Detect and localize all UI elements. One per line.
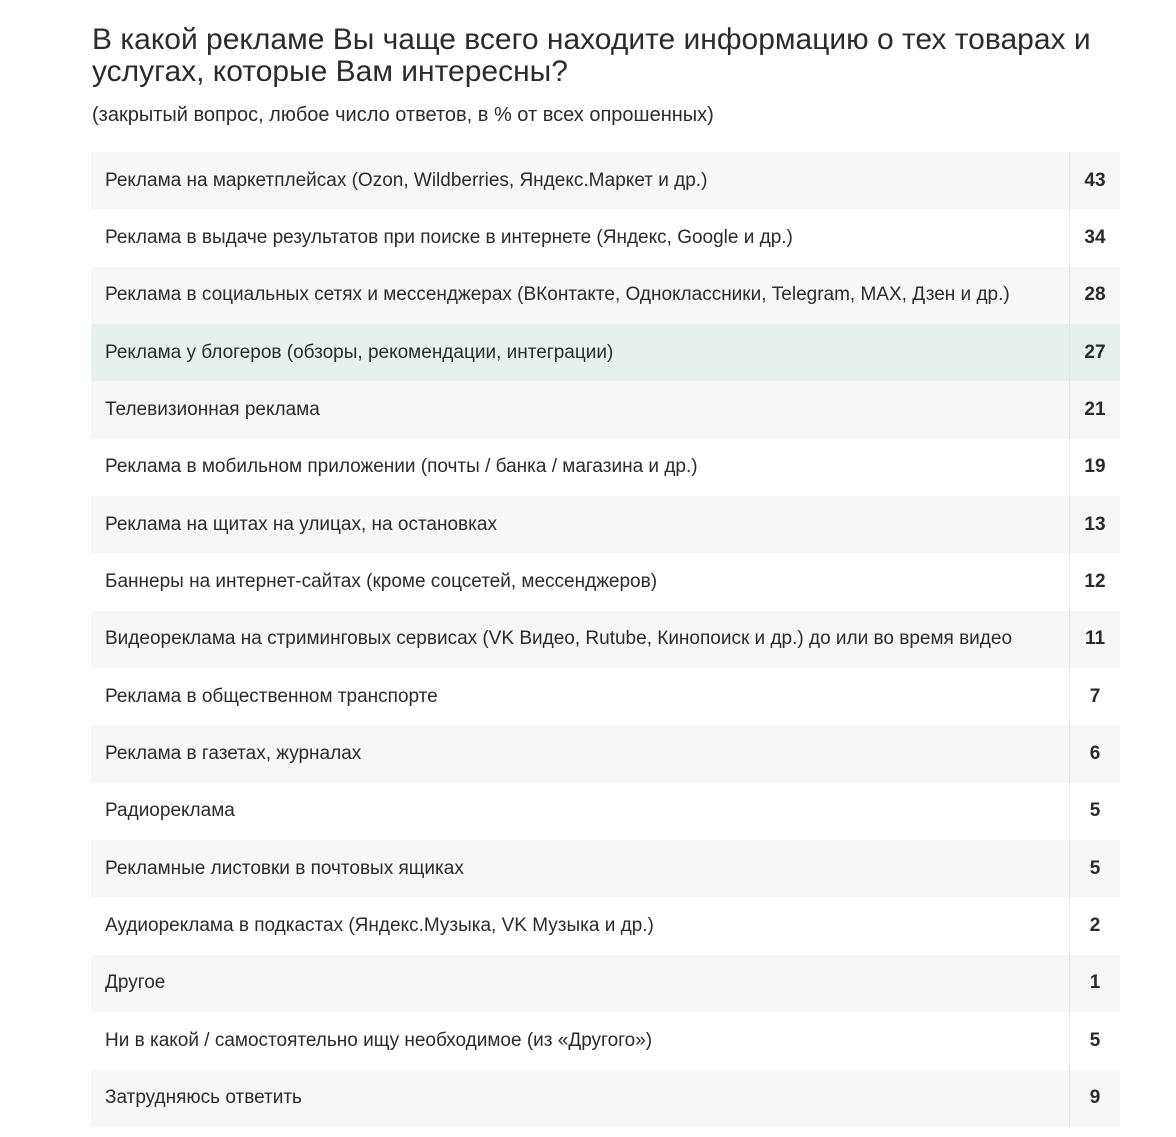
table-row — [91, 668, 1120, 725]
table-row — [91, 1012, 1120, 1069]
row-label: Аудиореклама в подкастах (Яндекс.Музыка, VK Музыка и др.) — [105, 915, 654, 937]
table-row — [91, 267, 1120, 324]
row-value: 1 — [1069, 955, 1120, 1012]
row-value: 7 — [1069, 668, 1120, 725]
row-label: Ни в какой / самостоятельно ищу необходимое (из «Другого») — [105, 1029, 653, 1051]
row-value: 43 — [1069, 152, 1120, 209]
row-value: 34 — [1069, 209, 1120, 266]
table-row — [91, 553, 1120, 610]
row-value: 2 — [1069, 897, 1120, 954]
table-row — [91, 840, 1120, 897]
row-label: Телевизионная реклама — [105, 399, 320, 421]
row-label: Реклама в социальных сетях и мессенджерах (ВКонтакте, Одноклассники, Telegram, MAX, Дзен и др.) — [105, 284, 1010, 306]
table-row — [91, 439, 1120, 496]
row-label: Реклама на маркетплейсах (Ozon, Wildberries, Яндекс.Маркет и др.) — [105, 169, 708, 191]
row-label: Другое — [105, 972, 166, 994]
table-row — [91, 381, 1120, 438]
results-table — [91, 152, 1120, 1127]
row-label: Реклама на щитах на улицах, на остановках — [105, 513, 497, 535]
table-row — [91, 783, 1120, 840]
row-label: Реклама в общественном транспорте — [105, 685, 438, 707]
row-label: Реклама в газетах, журналах — [105, 743, 362, 765]
row-value: 5 — [1069, 1012, 1120, 1069]
row-label: Реклама у блогеров (обзоры, рекомендации, интеграции) — [105, 341, 614, 363]
row-value: 28 — [1069, 267, 1120, 324]
table-row — [91, 897, 1120, 954]
page-subtitle: (закрытый вопрос, любое число ответов, в % от всех опрошенных) — [92, 104, 714, 126]
row-value: 13 — [1069, 496, 1120, 553]
table-row — [91, 1070, 1120, 1127]
row-value: 11 — [1069, 611, 1120, 668]
row-value: 5 — [1069, 840, 1120, 897]
row-label: Радиореклама — [105, 800, 235, 822]
row-value: 6 — [1069, 725, 1120, 782]
row-value: 5 — [1069, 783, 1120, 840]
row-value: 27 — [1069, 324, 1120, 381]
row-value: 9 — [1069, 1070, 1120, 1127]
table-row — [91, 611, 1120, 668]
table-row — [91, 496, 1120, 553]
row-label: Затрудняюсь ответить — [105, 1087, 302, 1109]
row-label: Рекламные листовки в почтовых ящиках — [105, 857, 464, 879]
table-row — [91, 955, 1120, 1012]
table-row — [91, 324, 1120, 381]
row-value: 21 — [1069, 381, 1120, 438]
row-label: Баннеры на интернет-сайтах (кроме соцсетей, мессенджеров) — [105, 571, 658, 593]
table-row — [91, 725, 1120, 782]
page-title: В какой рекламе Вы чаще всего находите информацию о тех товарах и услугах, которые Вам интересны? — [92, 23, 1091, 88]
row-value: 12 — [1069, 553, 1120, 610]
row-label: Реклама в выдаче результатов при поиске в интернете (Яндекс, Google и др.) — [105, 227, 793, 249]
row-label: Реклама в мобильном приложении (почты / банка / магазина и др.) — [105, 456, 698, 478]
row-value: 19 — [1069, 439, 1120, 496]
table-row — [91, 209, 1120, 266]
table-row — [91, 152, 1120, 209]
row-label: Видеореклама на стриминговых сервисах (VK Видео, Rutube, Кинопоиск и др.) до или во время видео — [105, 628, 1013, 650]
